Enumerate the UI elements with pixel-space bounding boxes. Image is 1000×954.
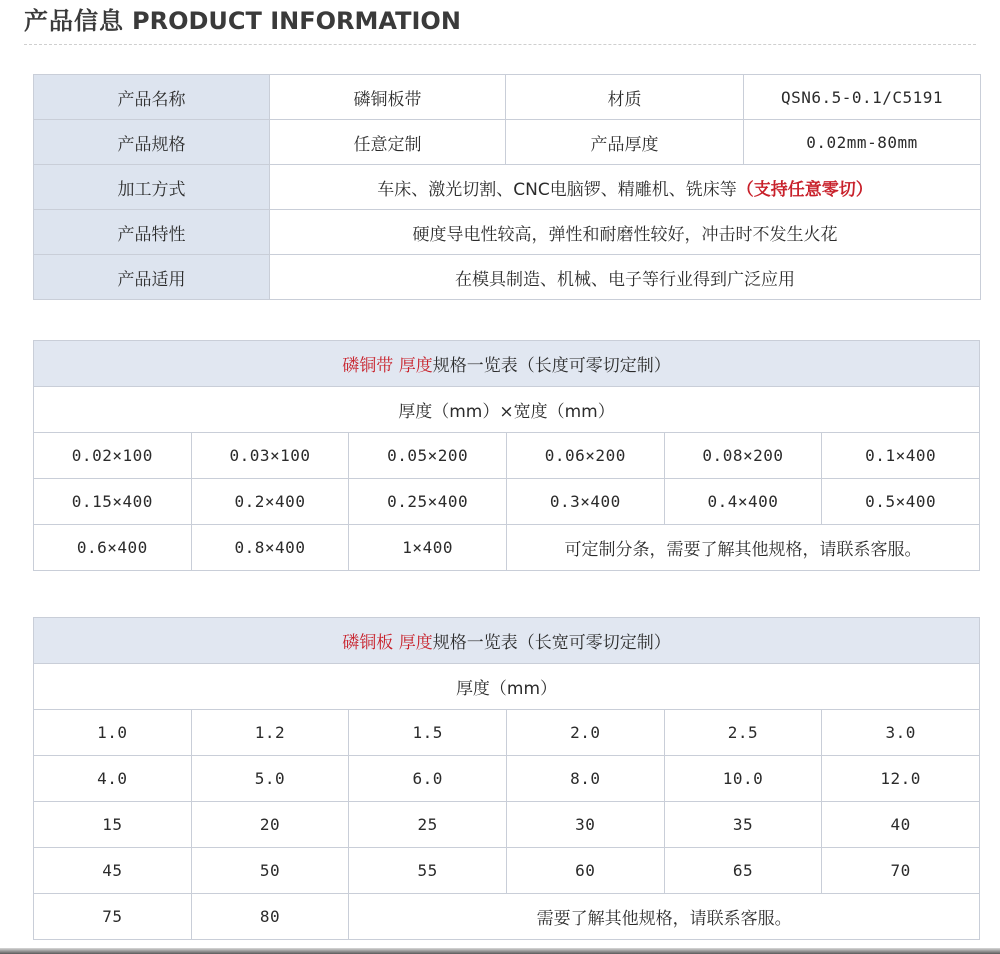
table-row [34,75,981,120]
plate-cell: 6.0 [349,756,507,802]
usage-value: 在模具制造、机械、电子等行业得到广泛应用 [270,255,981,300]
thickness-label: 产品厚度 [506,120,744,165]
spec-value: 任意定制 [270,120,506,165]
section-header [24,4,461,38]
plate-cell: 50 [191,848,349,894]
strip-cell: 0.05×200 [349,433,507,479]
process-label: 加工方式 [34,165,270,210]
plate-spec-table [33,617,980,940]
strip-cell: 0.8×400 [191,525,349,571]
plate-cell: 5.0 [191,756,349,802]
strip-cell: 0.1×400 [822,433,980,479]
name-value: 磷铜板带 [270,75,506,120]
plate-cell: 70 [822,848,980,894]
plate-cell: 2.5 [664,710,822,756]
table-row [34,120,981,165]
material-value: QSN6.5-0.1/C5191 [744,75,981,120]
plate-cell: 45 [34,848,192,894]
strip-note: 可定制分条，需要了解其他规格，请联系客服。 [506,525,979,571]
table-row [34,894,980,940]
strip-title-c: 规格一览表（长度可零切定制） [432,356,671,376]
header-title-cn: 产品信息 [24,7,124,35]
plate-cell: 60 [506,848,664,894]
table-row [34,479,980,525]
feature-label: 产品特性 [34,210,270,255]
plate-title-b: 厚度 [398,633,433,653]
strip-cell: 0.06×200 [506,433,664,479]
usage-label: 产品适用 [34,255,270,300]
bottom-edge [0,948,1000,954]
strip-cell: 0.5×400 [822,479,980,525]
process-cell [270,165,981,210]
strip-subheader: 厚度（mm）×宽度（mm） [34,387,980,433]
plate-table-title [34,618,980,664]
spec-label: 产品规格 [34,120,270,165]
plate-note: 需要了解其他规格，请联系客服。 [349,894,980,940]
plate-cell: 1.2 [191,710,349,756]
plate-cell: 4.0 [34,756,192,802]
strip-table-title [34,341,980,387]
plate-cell: 2.0 [506,710,664,756]
table-row [34,756,980,802]
plate-cell: 20 [191,802,349,848]
thickness-value: 0.02mm-80mm [744,120,981,165]
table-row [34,802,980,848]
strip-cell: 0.25×400 [349,479,507,525]
strip-cell: 0.2×400 [191,479,349,525]
process-highlight: （支持任意零切） [736,179,873,200]
plate-cell: 3.0 [822,710,980,756]
plate-cell: 1.0 [34,710,192,756]
table-row [34,848,980,894]
plate-cell: 35 [664,802,822,848]
table-row [34,210,981,255]
strip-title-a: 磷铜带 [342,356,394,376]
table-row [34,710,980,756]
strip-cell: 0.4×400 [664,479,822,525]
strip-cell: 0.15×400 [34,479,192,525]
table-row [34,165,981,210]
plate-cell: 40 [822,802,980,848]
strip-cell: 0.08×200 [664,433,822,479]
plate-cell: 8.0 [506,756,664,802]
header-title-en: PRODUCT INFORMATION [132,7,461,35]
strip-cell: 0.6×400 [34,525,192,571]
product-info-table [33,74,981,300]
plate-cell: 30 [506,802,664,848]
table-title-row [34,618,980,664]
material-label: 材质 [506,75,744,120]
table-row [34,664,980,710]
plate-cell: 65 [664,848,822,894]
strip-cell: 1×400 [349,525,507,571]
plate-subheader: 厚度（mm） [34,664,980,710]
plate-title-c: 规格一览表（长宽可零切定制） [432,633,671,653]
plate-cell: 1.5 [349,710,507,756]
plate-cell: 10.0 [664,756,822,802]
strip-cell: 0.02×100 [34,433,192,479]
plate-cell: 55 [349,848,507,894]
plate-cell: 12.0 [822,756,980,802]
plate-cell: 80 [191,894,349,940]
feature-value: 硬度导电性较高，弹性和耐磨性较好，冲击时不发生火花 [270,210,981,255]
strip-cell: 0.3×400 [506,479,664,525]
strip-spec-table [33,340,980,571]
name-label: 产品名称 [34,75,270,120]
strip-cell: 0.03×100 [191,433,349,479]
table-title-row [34,341,980,387]
table-row [34,433,980,479]
plate-cell: 15 [34,802,192,848]
plate-title-a: 磷铜板 [342,633,394,653]
process-value: 车床、激光切割、CNC电脑锣、精雕机、铣床等 [377,179,737,200]
plate-cell: 25 [349,802,507,848]
table-row [34,387,980,433]
header-divider [24,44,976,45]
table-row [34,525,980,571]
strip-title-b: 厚度 [398,356,433,376]
table-row [34,255,981,300]
plate-cell: 75 [34,894,192,940]
